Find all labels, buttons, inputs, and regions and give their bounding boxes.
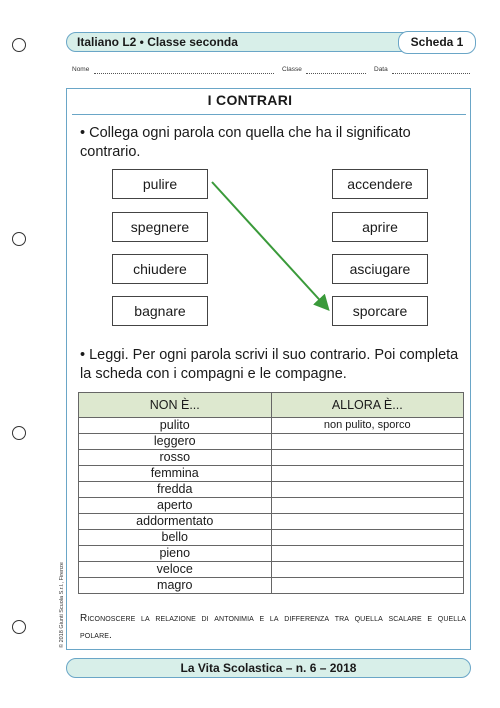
answer-cell[interactable]	[271, 578, 464, 594]
word-cell: magro	[79, 578, 272, 594]
word-cell: fredda	[79, 482, 272, 498]
answer-cell[interactable]	[271, 562, 464, 578]
table-row	[79, 530, 464, 546]
left-word-box[interactable]: spegnere	[112, 212, 208, 242]
table-row	[79, 450, 464, 466]
table-row	[79, 482, 464, 498]
left-word-box[interactable]: chiudere	[112, 254, 208, 284]
answer-cell[interactable]	[271, 530, 464, 546]
table-row	[79, 434, 464, 450]
word-cell: pulito	[79, 418, 272, 434]
left-word-box[interactable]: bagnare	[112, 296, 208, 326]
class-label: Classe	[282, 66, 302, 73]
exercise2-instruction: • Leggi. Per ogni parola scrivi il suo contrario. Poi completa la scheda con i compagni e le compagne.	[80, 347, 459, 382]
right-word-box[interactable]: sporcare	[332, 296, 428, 326]
table-row	[79, 546, 464, 562]
footer-bar: La Vita Scolastica – n. 6 – 2018	[66, 658, 471, 678]
answer-cell[interactable]	[271, 466, 464, 482]
word-cell: femmina	[79, 466, 272, 482]
answer-cell[interactable]	[271, 434, 464, 450]
table-row	[79, 562, 464, 578]
column-header-allora-e: ALLORA È...	[271, 393, 464, 418]
header-title: Italiano L2 • Classe seconda	[77, 35, 238, 49]
date-label: Data	[374, 66, 388, 73]
word-cell: aperto	[79, 498, 272, 514]
opposites-table	[78, 392, 464, 594]
table-row	[79, 498, 464, 514]
table-row	[79, 514, 464, 530]
name-label: Nome	[72, 66, 90, 73]
worksheet-number-tab: Scheda 1	[398, 31, 476, 54]
answer-cell[interactable]: non pulito, sporco	[271, 418, 464, 434]
right-word-box[interactable]: asciugare	[332, 254, 428, 284]
word-cell: veloce	[79, 562, 272, 578]
table-row	[79, 578, 464, 594]
table-row	[79, 418, 464, 434]
word-cell: bello	[79, 530, 272, 546]
column-header-non-e: NON È...	[79, 393, 272, 418]
right-word-box[interactable]: aprire	[332, 212, 428, 242]
word-cell: addormentato	[79, 514, 272, 530]
answer-cell[interactable]	[271, 482, 464, 498]
word-cell: pieno	[79, 546, 272, 562]
answer-cell[interactable]	[271, 514, 464, 530]
answer-cell[interactable]	[271, 498, 464, 514]
word-cell: leggero	[79, 434, 272, 450]
learning-objective-note: Riconoscere la relazione di antonimia e la differenza tra quella scalare e quella polare.	[80, 613, 466, 641]
exercise1-instruction: • Collega ogni parola con quella che ha il significato contrario.	[80, 125, 411, 160]
answer-cell[interactable]	[271, 546, 464, 562]
answer-cell[interactable]	[271, 450, 464, 466]
page-title: I CONTRARI	[207, 92, 293, 108]
table-row	[79, 466, 464, 482]
right-word-box[interactable]: accendere	[332, 169, 428, 199]
word-cell: rosso	[79, 450, 272, 466]
copyright-credit: © 2018 Giunti Scuola S.r.l., Firenze	[59, 562, 65, 648]
left-word-box[interactable]: pulire	[112, 169, 208, 199]
